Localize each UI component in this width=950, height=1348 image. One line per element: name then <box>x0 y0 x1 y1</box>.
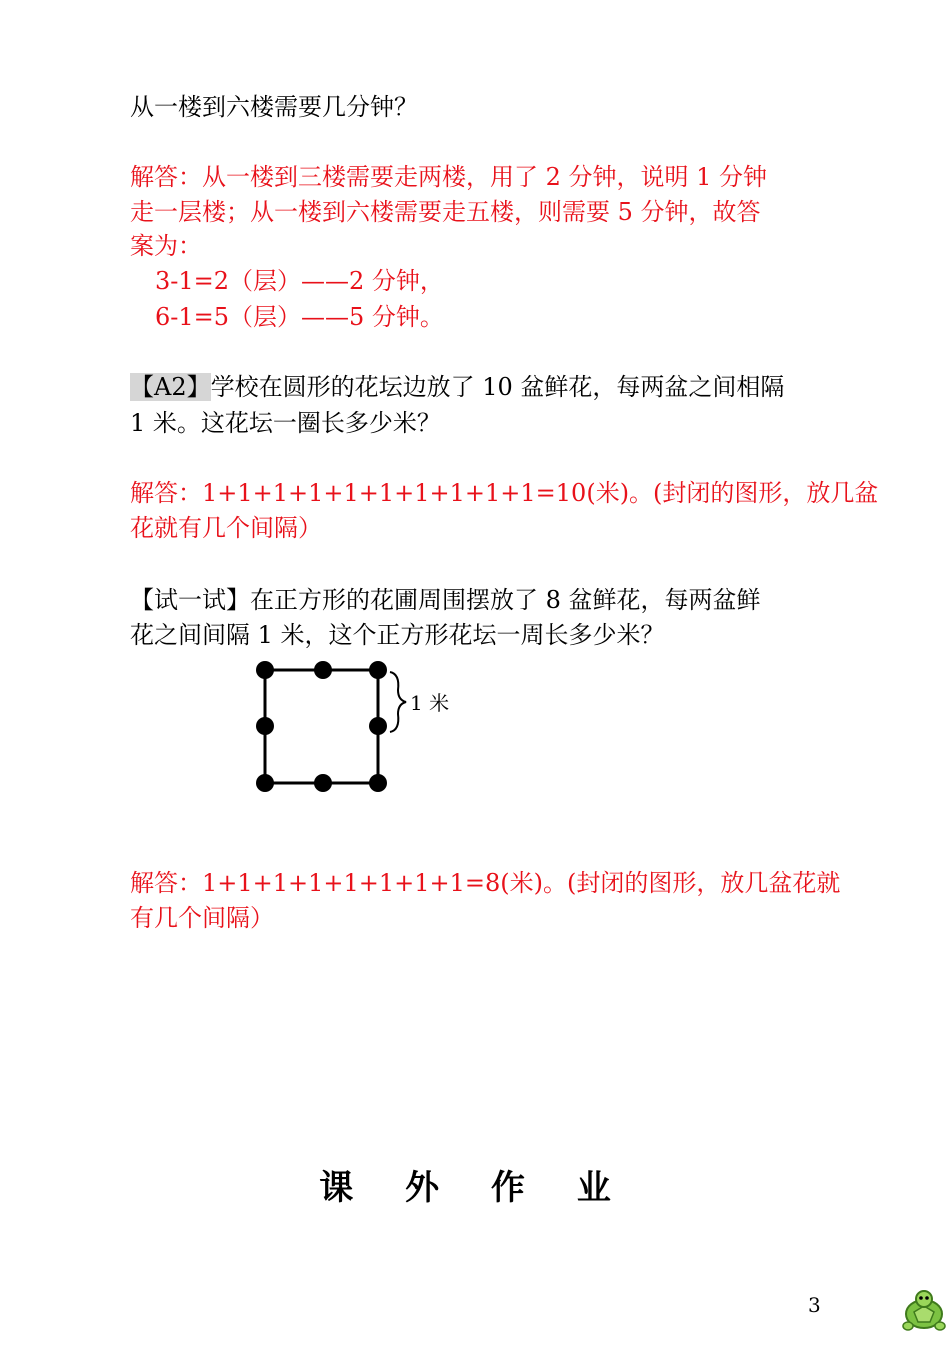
page-number: 3 <box>808 1293 821 1317</box>
a2-tag: 【A2】 <box>130 373 211 401</box>
a2-text-1: 学校在圆形的花坛边放了 10 盆鲜花，每两盆之间相隔 <box>210 373 785 401</box>
homework-title: 课 外 作 业 <box>319 1168 631 1208</box>
answer1-line-2: 走一层楼；从一楼到六楼需要走五楼，则需要 5 分钟，故答 <box>130 198 761 226</box>
answer1-formula-1: 3-1=2（层）——2 分钟， <box>155 267 444 295</box>
try-text-1: 在正方形的花圃周围摆放了 8 盆鲜花，每两盆鲜 <box>250 586 761 614</box>
a2-question-line-1 <box>130 370 784 404</box>
unit-label: 1 米 <box>410 691 450 715</box>
answer2-line-1: 解答：1+1+1+1+1+1+1+1+1+1=10(米)。(封闭的图形，放几盆 <box>130 479 879 507</box>
flower-dot <box>314 661 332 679</box>
a2-question-line-2: 1 米。这花坛一圈长多少米？ <box>130 409 441 437</box>
flower-dot <box>369 661 387 679</box>
try-question-line-1 <box>130 583 761 617</box>
answer1-line-1: 解答：从一楼到三楼需要走两楼，用了 2 分钟，说明 1 分钟 <box>130 163 768 191</box>
answer3-line-1: 解答：1+1+1+1+1+1+1+1=8(米)。(封闭的图形，放几盆花就 <box>130 869 841 897</box>
flower-dot <box>369 717 387 735</box>
turtle-icon <box>900 1288 948 1336</box>
answer3-line-2: 有几个间隔） <box>130 904 274 932</box>
answer1-formula-2: 6-1=5（层）——5 分钟。 <box>155 303 444 331</box>
flower-square-diagram <box>250 652 460 802</box>
brace-mark <box>390 672 406 732</box>
flower-dot <box>256 774 274 792</box>
answer2-line-2: 花就有几个间隔） <box>130 514 322 542</box>
flower-dot <box>314 774 332 792</box>
flower-dot <box>256 661 274 679</box>
flower-dot <box>256 717 274 735</box>
flower-dot <box>369 774 387 792</box>
try-tag: 【试一试】 <box>130 586 250 614</box>
question-intro: 从一楼到六楼需要几分钟？ <box>130 93 418 121</box>
answer1-line-3: 案为： <box>130 232 202 260</box>
square-outline <box>265 670 378 783</box>
try-question-line-2: 花之间间隔 1 米，这个正方形花坛一周长多少米？ <box>130 621 665 649</box>
